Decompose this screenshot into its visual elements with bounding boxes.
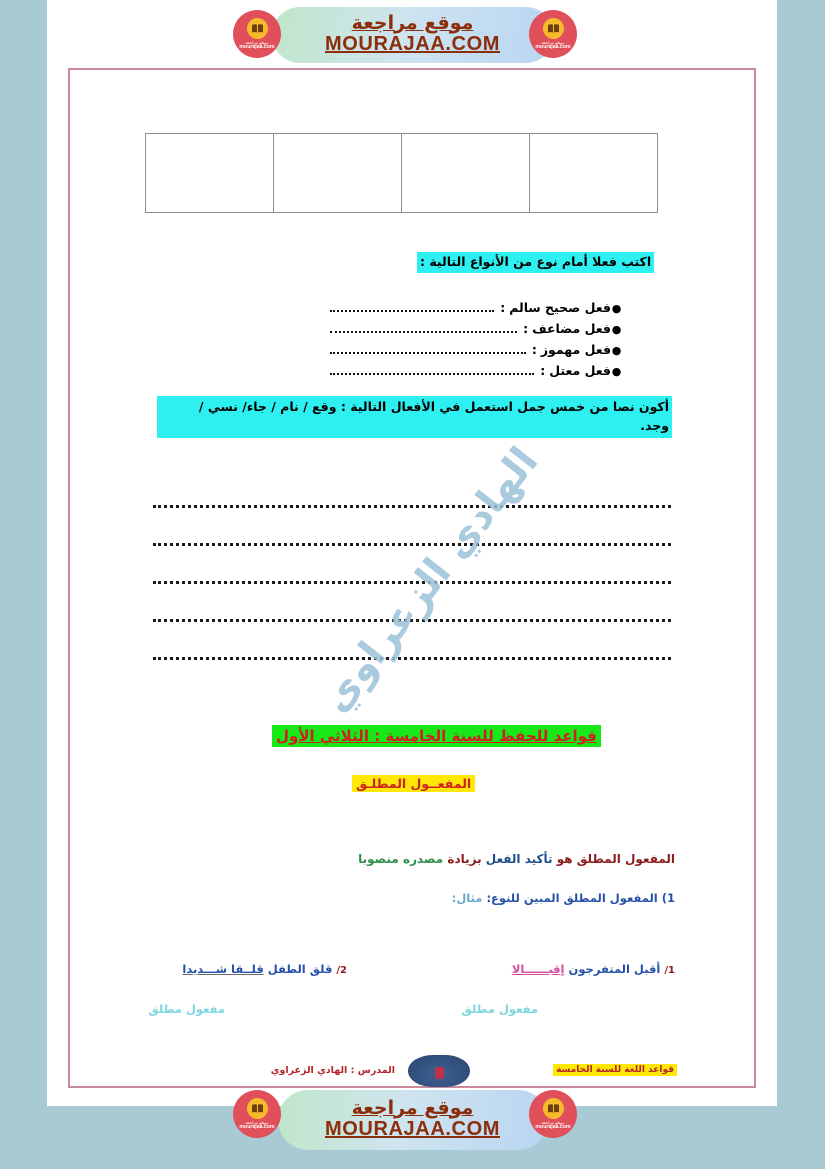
- site-banner-url[interactable]: MOURAJAA.COM: [325, 1118, 500, 1141]
- example-1: [512, 962, 675, 976]
- top-site-banner: [0, 0, 825, 70]
- book-icon: [247, 1098, 268, 1119]
- logo-caption-url: mourajaa.com: [535, 1123, 571, 1130]
- example-2-grammar-label: مفعول مطلق: [148, 1002, 225, 1016]
- logo-caption-url: mourajaa.com: [535, 43, 571, 50]
- site-logo-badge-right: [529, 10, 577, 58]
- list-item: [330, 342, 622, 363]
- list-item: [330, 363, 622, 384]
- list-item: [330, 321, 622, 342]
- site-banner-arabic-title: موقع مراجعة: [351, 1096, 474, 1119]
- logo-caption-url: mourajaa.com: [239, 43, 275, 50]
- bullet-icon: ●: [611, 344, 622, 357]
- verb-type-label-1: فعل مضاعف: [532, 321, 611, 336]
- rule-definition-part-3: بزيادة: [447, 852, 482, 866]
- answer-line[interactable]: [153, 508, 671, 546]
- bullet-icon: ●: [611, 365, 622, 378]
- logo-caption-arabic: موقع مراجعة: [245, 40, 269, 45]
- rule-point-1-text: المفعول المطلق المبين للنوع:: [486, 891, 658, 905]
- site-banner-pill: [272, 7, 554, 63]
- answer-line[interactable]: [153, 546, 671, 584]
- rule-definition-part-2: تأكيد الفعل: [485, 852, 553, 866]
- instruction-compose-text: [157, 396, 672, 438]
- site-logo-badge-left: [233, 1090, 281, 1138]
- example-1-underlined-word: إقبــــــالا: [511, 962, 565, 976]
- rule-point-1-number: 1): [661, 891, 675, 905]
- verb-type-label-3: فعل معتل: [549, 363, 611, 378]
- answer-blank[interactable]: [330, 344, 526, 354]
- instruction-compose-text-line-1: أكون نصا من خمس جمل استعمل في الأفعال التالية : وقع / نام / جاء/ نسي /: [198, 399, 669, 414]
- rule-definition-part-1: المفعول المطلق هو: [556, 852, 675, 866]
- example-2-underlined-word: قلــقا شـــديدا: [182, 962, 264, 976]
- answer-line[interactable]: [153, 584, 671, 622]
- logo-caption-url: mourajaa.com: [239, 1123, 275, 1130]
- table-cell[interactable]: [529, 134, 657, 212]
- book-icon: [543, 1098, 564, 1119]
- verb-type-label-0: فعل صحيح سالم: [509, 300, 611, 315]
- example-2-number: 2/: [336, 965, 347, 976]
- verb-type-colon-1: :: [523, 321, 529, 336]
- verb-type-colon-3: :: [540, 363, 546, 378]
- bullet-icon: ●: [611, 323, 622, 336]
- bullet-icon: ●: [611, 302, 622, 315]
- rule-point-1-example-word: مثال:: [451, 891, 483, 905]
- site-logo-badge-left: [233, 10, 281, 58]
- answer-writing-lines: [153, 470, 671, 660]
- instruction-write-verb-types: اكتب فعلا أمام نوع من الأنواع التالية :: [417, 252, 654, 273]
- rule-definition: [358, 852, 675, 866]
- example-1-grammar-label: مفعول مطلق: [461, 1002, 538, 1016]
- example-1-sentence: أقبل المتفرجون: [568, 962, 661, 976]
- table-cell[interactable]: [273, 134, 401, 212]
- answer-line[interactable]: [153, 622, 671, 660]
- site-logo-badge-right: [529, 1090, 577, 1138]
- answer-blank[interactable]: [330, 323, 517, 333]
- footer-teacher-name: المدرس : الهادي الزعراوي: [270, 1065, 395, 1076]
- site-banner-arabic-title: موقع مراجعة: [351, 11, 474, 34]
- site-banner-pill: [278, 1090, 548, 1150]
- list-item: [330, 300, 622, 321]
- instruction-compose-text-line-2: وجد.: [640, 417, 669, 433]
- logo-caption-arabic: موقع مراجعة: [541, 40, 565, 45]
- book-icon: [247, 18, 268, 39]
- footer-subject-label: قواعد اللغة للسنة الخامسة: [553, 1064, 677, 1076]
- logo-caption-arabic: موقع مراجعة: [541, 1120, 565, 1125]
- rule-definition-part-4: مصدره منصوبا: [358, 852, 444, 866]
- verb-type-colon-0: :: [500, 300, 506, 315]
- answer-blank[interactable]: [330, 365, 534, 375]
- example-2-sentence: قلق الطفل: [267, 962, 333, 976]
- example-1-number: 1/: [664, 965, 675, 976]
- author-watermark: الهادي الزعراوي: [312, 438, 548, 722]
- exercise-answer-table: [145, 133, 658, 213]
- logo-caption-arabic: موقع مراجعة: [245, 1120, 269, 1125]
- lesson-green-title: قواعد للحفظ للسنة الخامسة : الثلاثي الأول: [272, 725, 601, 747]
- table-cell[interactable]: [146, 134, 273, 212]
- verb-type-label-2: فعل مهموز: [540, 342, 611, 357]
- site-banner-url[interactable]: MOURAJAA.COM: [325, 33, 500, 56]
- example-2: [182, 962, 347, 976]
- answer-blank[interactable]: [330, 302, 494, 312]
- rule-point-1: [452, 891, 675, 905]
- bottom-site-banner: [0, 1082, 825, 1158]
- answer-line[interactable]: [153, 470, 671, 508]
- lesson-yellow-subtitle: المفعــول المطلـق: [352, 775, 475, 792]
- book-icon: [543, 18, 564, 39]
- verb-type-list: [330, 300, 622, 384]
- table-cell[interactable]: [401, 134, 529, 212]
- verb-type-colon-2: :: [531, 342, 537, 357]
